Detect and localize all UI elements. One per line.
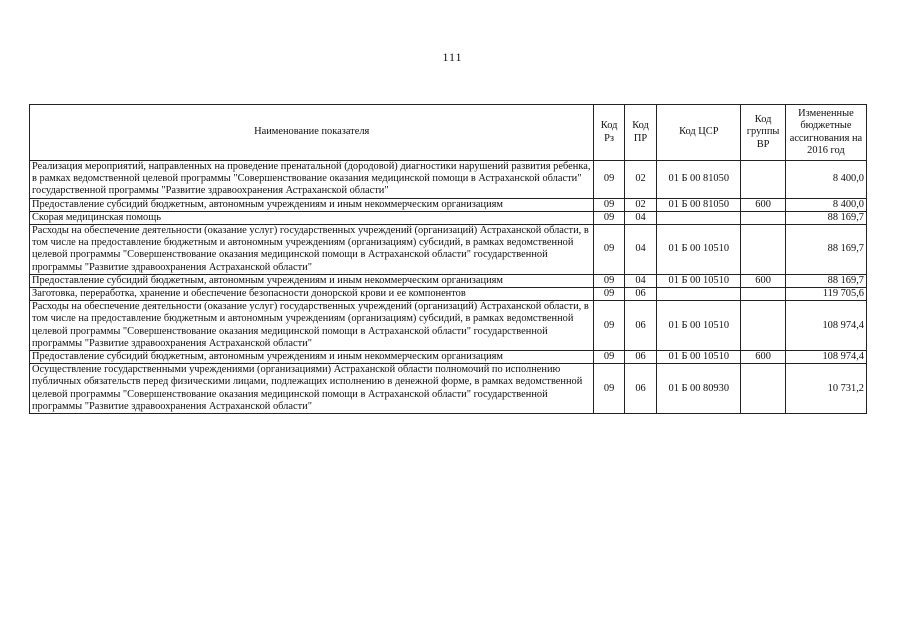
row-pr: 06 xyxy=(624,288,656,301)
row-sum: 108 974,4 xyxy=(785,351,866,364)
row-csr: 01 Б 00 10510 xyxy=(657,351,741,364)
row-rz: 09 xyxy=(594,211,624,224)
row-rz: 09 xyxy=(594,364,624,414)
row-vr: 600 xyxy=(741,351,786,364)
row-name: Расходы на обеспечение деятельности (оказание услуг) государственных учреждений (организаций) Астраханской области, в том числе на предоставление бюджетным и автономным учреждениям (организациям) субсидий, в рамках ведомственной целевой программы "Совершенствование оказания медицинской помощи в Астраханской области" государственной программы "Развитие здравоохранения Астраханской области" xyxy=(30,301,594,351)
row-csr: 01 Б 00 10510 xyxy=(657,274,741,287)
row-vr xyxy=(741,161,786,199)
table-row xyxy=(30,198,867,211)
row-name: Скорая медицинская помощь xyxy=(30,211,594,224)
row-rz: 09 xyxy=(594,288,624,301)
row-pr: 04 xyxy=(624,225,656,275)
header-csr: Код ЦСР xyxy=(657,105,741,161)
header-vr: Код группы ВР xyxy=(741,105,786,161)
row-name: Расходы на обеспечение деятельности (оказание услуг) государственных учреждений (организаций) Астраханской области, в том числе на предоставление бюджетным и автономным учреждениям (организациям) субсидий, в рамках ведомственной целевой программы "Совершенствование оказания медицинской помощи в Астраханской области" государственной программы "Развитие здравоохранения Астраханской области" xyxy=(30,225,594,275)
row-rz: 09 xyxy=(594,225,624,275)
row-csr: 01 Б 00 10510 xyxy=(657,301,741,351)
header-name: Наименование показателя xyxy=(30,105,594,161)
row-pr: 02 xyxy=(624,161,656,199)
row-pr: 06 xyxy=(624,351,656,364)
table-row xyxy=(30,351,867,364)
row-sum: 88 169,7 xyxy=(785,211,866,224)
row-name: Предоставление субсидий бюджетным, автономным учреждениям и иным некоммерческим организациям xyxy=(30,351,594,364)
row-sum: 8 400,0 xyxy=(785,161,866,199)
row-rz: 09 xyxy=(594,161,624,199)
row-sum: 88 169,7 xyxy=(785,274,866,287)
table-header-row xyxy=(30,105,867,161)
row-pr: 06 xyxy=(624,364,656,414)
row-csr: 01 Б 00 81050 xyxy=(657,198,741,211)
header-pr: Код ПР xyxy=(624,105,656,161)
row-name: Реализация мероприятий, направленных на проведение пренатальной (дородовой) диагностики нарушений развития ребенка, в рамках ведомственной целевой программы "Совершенствование оказания медицинской помощи в Астраханской области" государственной программы "Развитие здравоохранения Астраханской области" xyxy=(30,161,594,199)
row-name: Осуществление государственными учреждениями (организациями) Астраханской области полномочий по исполнению публичных обязательств перед физическими лицами, подлежащих исполнению в денежной форме, в рамках ведомственной целевой программы "Совершенствование оказания медицинской помощи в Астраханской области" государственной программы "Развитие здравоохранения Астраханской области" xyxy=(30,364,594,414)
table-row xyxy=(30,364,867,414)
header-sum: Измененные бюджетные ассигнования на 2016 год xyxy=(785,105,866,161)
row-csr: 01 Б 00 10510 xyxy=(657,225,741,275)
row-pr: 02 xyxy=(624,198,656,211)
row-vr xyxy=(741,211,786,224)
row-name: Предоставление субсидий бюджетным, автономным учреждениям и иным некоммерческим организациям xyxy=(30,274,594,287)
row-rz: 09 xyxy=(594,274,624,287)
row-sum: 8 400,0 xyxy=(785,198,866,211)
row-csr: 01 Б 00 81050 xyxy=(657,161,741,199)
row-pr: 04 xyxy=(624,274,656,287)
row-rz: 09 xyxy=(594,301,624,351)
row-pr: 04 xyxy=(624,211,656,224)
row-csr: 01 Б 00 80930 xyxy=(657,364,741,414)
row-sum: 119 705,6 xyxy=(785,288,866,301)
table-row xyxy=(30,301,867,351)
table-row xyxy=(30,161,867,199)
row-vr xyxy=(741,288,786,301)
table-row xyxy=(30,225,867,275)
row-vr: 600 xyxy=(741,198,786,211)
row-pr: 06 xyxy=(624,301,656,351)
row-rz: 09 xyxy=(594,351,624,364)
row-csr xyxy=(657,288,741,301)
row-vr: 600 xyxy=(741,274,786,287)
row-vr xyxy=(741,364,786,414)
row-rz: 09 xyxy=(594,198,624,211)
row-sum: 10 731,2 xyxy=(785,364,866,414)
row-name: Предоставление субсидий бюджетным, автономным учреждениям и иным некоммерческим организациям xyxy=(30,198,594,211)
budget-table xyxy=(29,104,867,414)
header-rz: Код Рз xyxy=(594,105,624,161)
table-row xyxy=(30,288,867,301)
table-row xyxy=(30,211,867,224)
row-vr xyxy=(741,225,786,275)
table-row xyxy=(30,274,867,287)
row-name: Заготовка, переработка, хранение и обеспечение безопасности донорской крови и ее компонентов xyxy=(30,288,594,301)
row-vr xyxy=(741,301,786,351)
row-sum: 108 974,4 xyxy=(785,301,866,351)
row-sum: 88 169,7 xyxy=(785,225,866,275)
page-number: 111 xyxy=(442,50,463,64)
row-csr xyxy=(657,211,741,224)
